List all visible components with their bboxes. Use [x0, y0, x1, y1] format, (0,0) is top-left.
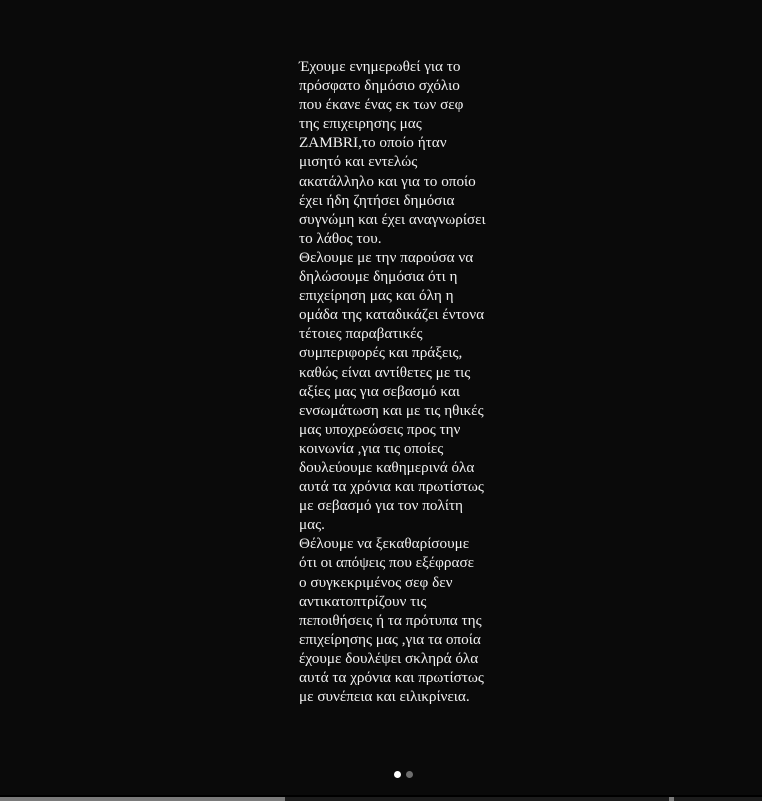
carousel-dot-1[interactable]: [394, 771, 401, 778]
carousel-dot-2[interactable]: [406, 771, 413, 778]
statement-text: [299, 57, 514, 706]
statement-paragraph-3: Θέλουμε να ξεκαθαρίσουμε ότι οι απόψεις που εξέφρασε ο συγκεκριμένος σεφ δεν αντικατοπτρίζουν τις πεποιθήσεις ή τα πρότυπα της επιχείρησης μας ,για τα οποία έχουμε δουλέψει σκληρά όλα αυτά τα χρόνια και πρωτίστως με συνέπεια και ειλικρίνεια.: [299, 535, 484, 706]
statement-paragraph-2: Θελουμε με την παρούσα να δηλώσουμε δημόσια ότι η επιχείρηση μας και όλη η ομάδα της καταδικάζει έντονα τέτοιες παραβατικές συμπεριφορές και πράξεις, καθώς είναι αντίθετες με τις αξίες μας για σεβασμό και ενσωμάτωση και με τις ηθικές μας υποχρεώσεις προς την κοινωνία ,για τις οποίες δουλεύουμε καθημερινά όλα αυτά τα χρόνια και πρωτίστως με σεβασμό για τον πολίτη μας.: [299, 248, 485, 534]
carousel-indicator[interactable]: [394, 771, 413, 778]
story-progress-bar: [0, 797, 762, 801]
statement-paragraph-1: Έχουμε ενημερωθεί για το πρόσφατο δημόσιο σχόλιο που έκανε ένας εκ των σεφ της επιχειρησης μας ZAMBRI,το οποίο ήταν μισητό και εντελώς ακατάλληλο και για το οποίο έχει ήδη ζητήσει δημόσια συγνώμη και έχει αναγνωρίσει το λάθος του.: [299, 58, 486, 247]
story-progress-marker: [669, 797, 674, 801]
story-progress-fill: [0, 797, 285, 801]
